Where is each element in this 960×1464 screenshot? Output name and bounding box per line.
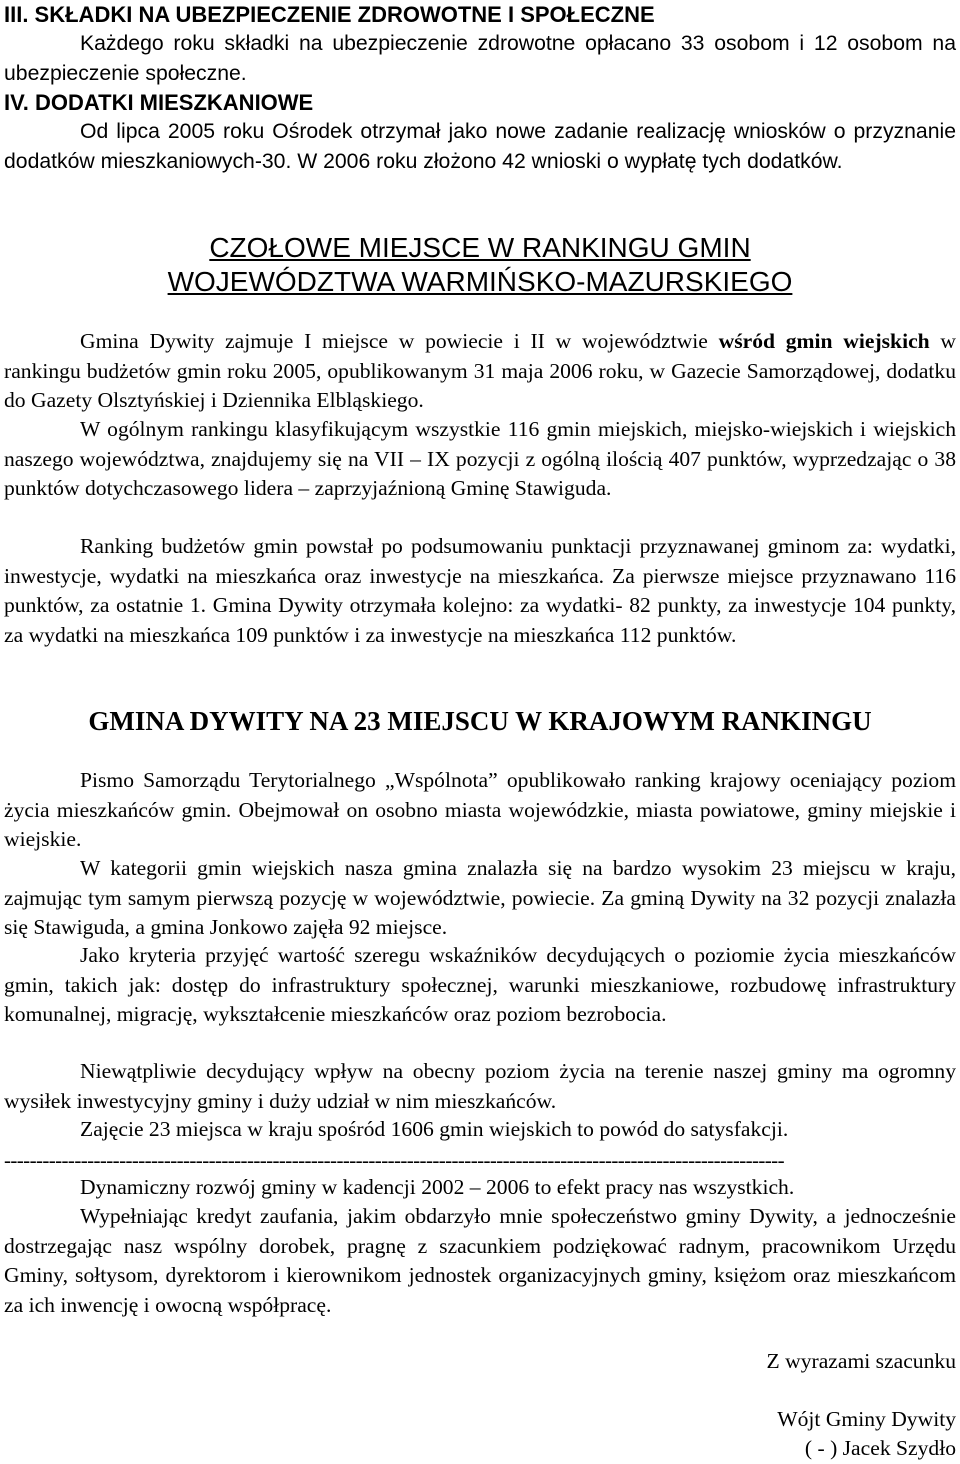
regional-p2-text: W ogólnym rankingu klasyfikującym wszystkie 116 gmin miejskich, miejsko-wiejskich i wiejskich naszego województwa, znajdujemy się na VII – IX pozycji z ogólną ilością 407 punktów, wyprzedzając o 38 punktów dotychczasowego lidera – zaprzyjaźnioną Gminę Stawiguda. (4, 417, 956, 500)
closing-p1-text: Dynamiczny rozwój gminy w kadencji 2002 – 2006 to efekt pracy nas wszystkich. (80, 1175, 795, 1199)
national-p2-text: W kategorii gmin wiejskich nasza gmina znalazła się na bardzo wysokim 23 miejscu w kraju, zajmując tym samym pierwszą pozycję w województwie, powiecie. Za gminą Dywity na 32 pozycji znalazła się Stawiguda, a gmina Jonkowo zajęła 92 miejsce. (4, 856, 956, 939)
regional-ranking-title-line-1: CZOŁOWE MIEJSCE W RANKINGU GMIN (209, 232, 751, 263)
regional-ranking-paragraph-1 (4, 327, 956, 416)
national-p1-text: Pismo Samorządu Terytorialnego „Wspólnota” opublikowało ranking krajowy oceniający poziom życia mieszkańców gmin. Obejmował on osobno miasta wojewódzkie, miasta powiatowe, gminy miejskie i wiejskie. (4, 768, 956, 851)
national-p4-text: Niewątpliwie decydujący wpływ na obecny poziom życia na terenie naszej gminy ma ogromny wysiłek inwestycyjny gminy i duży udział w nim mieszkańców. (4, 1059, 956, 1113)
regional-ranking-paragraph-2 (4, 415, 956, 504)
section-4-text-content: Od lipca 2005 roku Ośrodek otrzymał jako nowe zadanie realizację wniosków o przyznanie dodatków mieszkaniowych-30. W 2006 roku złożono 42 wnioski o wypłatę tych dodatków. (4, 120, 956, 173)
dashed-divider: -------------------------------------------------------------------------------------------------------------------------- (4, 1150, 784, 1170)
national-ranking-paragraph-5 (4, 1115, 956, 1145)
section-4-heading: IV. DODATKI MIESZKANIOWE (4, 90, 314, 115)
national-ranking-paragraph-2 (4, 854, 956, 943)
regional-ranking-title-line-2: WOJEWÓDZTWA WARMIŃSKO-MAZURSKIEGO (167, 266, 793, 297)
closing-greeting: Z wyrazami szacunku (766, 1349, 956, 1373)
signature-name: ( - ) Jacek Szydło (804, 1436, 956, 1460)
national-ranking-paragraph-4 (4, 1057, 956, 1116)
regional-p3-text: Ranking budżetów gmin powstał po podsumowaniu punktacji przyznawanej gminom za: wydatki, inwestycje, wydatki na mieszkańca oraz inwestycje na mieszkańca. Za pierwsze miejsce przyznawano 116 punktów, za ostatnie 1. Gmina Dywity otrzymała kolejno: za wydatki- 82 punkty, za inwestycje 104 punkty, za wydatki na mieszkańca 109 punktów i za inwestycje na mieszkańca 112 punktów. (4, 534, 956, 647)
national-ranking-paragraph-3 (4, 941, 956, 1030)
section-3-heading: III. SKŁADKI NA UBEZPIECZENIE ZDROWOTNE I SPOŁECZNE (4, 2, 655, 27)
national-ranking-title: GMINA DYWITY NA 23 MIEJSCU W KRAJOWYM RANKINGU (88, 706, 872, 736)
regional-ranking-paragraph-3 (4, 532, 956, 650)
section-3-text (4, 29, 956, 88)
closing-p2-text: Wypełniając kredyt zaufania, jakim obdarzyło mnie społeczeństwo gminy Dywity, a jednocześnie dostrzegając nasz wspólny dorobek, pragnę z szacunkiem podziękować radnym, pracownikom Urzędu Gminy, sołtysom, dyrektorom i kierownikom jednostek organizacyjnych gminy, księżom oraz mieszkańcom za ich inwencję i owocną współpracę. (4, 1204, 956, 1317)
closing-paragraph-1 (4, 1173, 956, 1203)
closing-paragraph-2 (4, 1202, 956, 1320)
section-3-text-content: Każdego roku składki na ubezpieczenie zdrowotne opłacano 33 osobom i 12 osobom na ubezpieczenie społeczne. (4, 32, 956, 85)
regional-p1-bold: wśród gmin wiejskich (718, 329, 930, 353)
national-p3-text: Jako kryteria przyjęć wartość szeregu wskaźników decydujących o poziomie życia mieszkańców gmin, takich jak: dostęp do infrastruktury społecznej, warunki mieszkaniowe, rozbudowę infrastruktury komunalnej, migrację, wykształcenie mieszkańców oraz poziom bezrobocia. (4, 943, 956, 1026)
signature-title: Wójt Gminy Dywity (777, 1407, 956, 1431)
regional-p1-text: Gmina Dywity zajmuje I miejsce w powiecie i II w województwie (80, 329, 719, 353)
regional-p1-text-end: w rankingu budżetów gmin roku 2005, opublikowanym 31 maja 2006 roku, w Gazecie Samorządowej, dodatku do Gazety Olsztyńskiej i Dziennika Elbląskiego. (4, 329, 957, 412)
national-p5-text: Zajęcie 23 miejsca w kraju spośród 1606 gmin wiejskich to powód do satysfakcji. (80, 1117, 789, 1141)
national-ranking-paragraph-1 (4, 766, 956, 855)
section-4-text (4, 117, 956, 176)
